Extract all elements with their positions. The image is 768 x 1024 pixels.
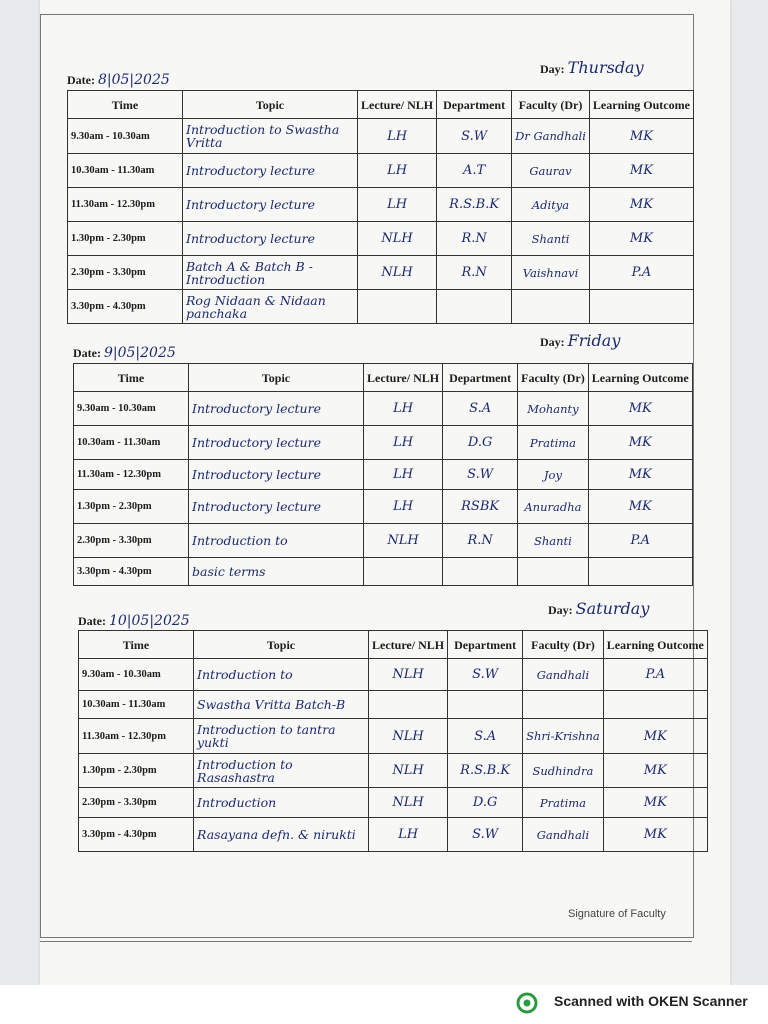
time-cell: 9.30am - 10.30am <box>74 392 189 426</box>
topic-cell: Introductory lecture <box>183 154 358 188</box>
outcome-cell: MK <box>589 154 693 188</box>
time-cell: 1.30pm - 2.30pm <box>79 754 194 788</box>
time-cell: 3.30pm - 4.30pm <box>74 558 189 586</box>
department-cell <box>448 691 523 719</box>
lecture-cell: NLH <box>369 719 448 754</box>
faculty-cell: Mohanty <box>518 392 589 426</box>
topic-cell: Introductory lecture <box>189 392 364 426</box>
topic-cell: Swastha Vritta Batch-B <box>194 691 369 719</box>
department-cell: RSBK <box>443 490 518 524</box>
lecture-cell <box>369 691 448 719</box>
outcome-cell: MK <box>588 426 692 460</box>
header-topic: Topic <box>183 91 358 119</box>
faculty-cell: Anuradha <box>518 490 589 524</box>
oken-scanner-logo-icon <box>516 992 538 1014</box>
outcome-cell: MK <box>588 392 692 426</box>
header-time: Time <box>74 364 189 392</box>
department-cell <box>443 558 518 586</box>
lecture-cell: NLH <box>369 788 448 818</box>
header-time: Time <box>68 91 183 119</box>
outcome-cell <box>603 691 707 719</box>
time-cell: 2.30pm - 3.30pm <box>74 524 189 558</box>
time-cell: 1.30pm - 2.30pm <box>74 490 189 524</box>
header-lecture: Lecture/ NLH <box>369 631 448 659</box>
topic-cell: Introductory lecture <box>189 460 364 490</box>
table-row <box>68 256 694 290</box>
faculty-cell: Pratima <box>523 788 604 818</box>
faculty-cell: Gandhali <box>523 818 604 852</box>
time-cell: 10.30am - 11.30am <box>79 691 194 719</box>
outcome-cell: MK <box>589 119 693 154</box>
date-line <box>78 613 190 629</box>
header-department: Department <box>443 364 518 392</box>
table-row <box>74 524 693 558</box>
header-faculty: Faculty (Dr) <box>518 364 589 392</box>
lecture-cell: NLH <box>364 524 443 558</box>
header-faculty: Faculty (Dr) <box>512 91 590 119</box>
topic-cell: Introduction to Rasashastra <box>194 754 369 788</box>
time-cell: 9.30am - 10.30am <box>68 119 183 154</box>
department-cell: D.G <box>448 788 523 818</box>
page-divider <box>40 941 692 942</box>
scanner-watermark: Scanned with OKEN Scanner <box>554 993 748 1009</box>
faculty-cell <box>523 691 604 719</box>
faculty-cell <box>512 290 590 324</box>
department-cell: R.S.B.K <box>448 754 523 788</box>
lecture-cell: LH <box>364 392 443 426</box>
lecture-cell: LH <box>358 154 437 188</box>
outcome-cell: MK <box>588 460 692 490</box>
table-row <box>79 754 708 788</box>
topic-cell: Batch A & Batch B - Introduction <box>183 256 358 290</box>
faculty-cell: Dr Gandhali <box>512 119 590 154</box>
header-outcome: Learning Outcome <box>603 631 707 659</box>
time-cell: 3.30pm - 4.30pm <box>79 818 194 852</box>
date-label: Date: <box>78 614 106 628</box>
department-cell: S.W <box>437 119 512 154</box>
header-time: Time <box>79 631 194 659</box>
table-row <box>68 154 694 188</box>
header-lecture: Lecture/ NLH <box>364 364 443 392</box>
time-cell: 3.30pm - 4.30pm <box>68 290 183 324</box>
table-row <box>79 659 708 691</box>
time-cell: 1.30pm - 2.30pm <box>68 222 183 256</box>
lecture-cell: NLH <box>369 754 448 788</box>
lecture-cell: LH <box>358 119 437 154</box>
outcome-cell: P.A <box>603 659 707 691</box>
header-topic: Topic <box>194 631 369 659</box>
table-row <box>79 818 708 852</box>
topic-cell: Introductory lecture <box>189 490 364 524</box>
header-department: Department <box>448 631 523 659</box>
faculty-cell: Vaishnavi <box>512 256 590 290</box>
table-row <box>74 392 693 426</box>
department-cell: S.A <box>443 392 518 426</box>
schedule-table <box>67 90 694 324</box>
faculty-cell: Gandhali <box>523 659 604 691</box>
faculty-cell: Sudhindra <box>523 754 604 788</box>
time-cell: 10.30am - 11.30am <box>68 154 183 188</box>
department-cell: D.G <box>443 426 518 460</box>
faculty-cell: Aditya <box>512 188 590 222</box>
department-cell: S.A <box>448 719 523 754</box>
topic-cell: Introduction to <box>194 659 369 691</box>
date-value: 9|05|2025 <box>103 345 176 361</box>
lecture-cell: LH <box>364 460 443 490</box>
time-cell: 11.30am - 12.30pm <box>74 460 189 490</box>
lecture-cell: LH <box>369 818 448 852</box>
faculty-cell: Shanti <box>518 524 589 558</box>
outcome-cell: MK <box>603 754 707 788</box>
outcome-cell: MK <box>588 490 692 524</box>
outcome-cell: MK <box>589 188 693 222</box>
faculty-cell: Gaurav <box>512 154 590 188</box>
department-cell: R.N <box>443 524 518 558</box>
day-value: Friday <box>567 331 621 350</box>
date-label: Date: <box>73 346 101 360</box>
table-row <box>74 426 693 460</box>
topic-cell: Rasayana defn. & nirukti <box>194 818 369 852</box>
signature-label: Signature of Faculty <box>568 908 666 920</box>
department-cell <box>437 290 512 324</box>
lecture-cell <box>364 558 443 586</box>
day-label: Day: <box>540 335 565 349</box>
date-value: 10|05|2025 <box>108 613 190 629</box>
header-lecture: Lecture/ NLH <box>358 91 437 119</box>
faculty-cell: Shanti <box>512 222 590 256</box>
lecture-cell: NLH <box>358 222 437 256</box>
day-line <box>540 58 644 77</box>
header-faculty: Faculty (Dr) <box>523 631 604 659</box>
lecture-cell <box>358 290 437 324</box>
date-value: 8|05|2025 <box>97 72 170 88</box>
department-cell: S.W <box>448 659 523 691</box>
time-cell: 10.30am - 11.30am <box>74 426 189 460</box>
outcome-cell: MK <box>603 818 707 852</box>
faculty-cell: Joy <box>518 460 589 490</box>
department-cell: R.N <box>437 222 512 256</box>
table-row <box>74 490 693 524</box>
outcome-cell: MK <box>603 788 707 818</box>
topic-cell: Introduction to tantra yukti <box>194 719 369 754</box>
schedule-table <box>78 630 708 852</box>
department-cell: A.T <box>437 154 512 188</box>
day-value: Thursday <box>567 58 644 77</box>
header-topic: Topic <box>189 364 364 392</box>
topic-cell: basic terms <box>189 558 364 586</box>
topic-cell: Rog Nidaan & Nidaan panchaka <box>183 290 358 324</box>
header-outcome: Learning Outcome <box>588 364 692 392</box>
department-cell: S.W <box>448 818 523 852</box>
lecture-cell: NLH <box>369 659 448 691</box>
topic-cell: Introductory lecture <box>189 426 364 460</box>
topic-cell: Introduction to Swastha Vritta <box>183 119 358 154</box>
table-row <box>79 719 708 754</box>
department-cell: R.S.B.K <box>437 188 512 222</box>
day-label: Day: <box>540 62 565 76</box>
table-row <box>68 222 694 256</box>
time-cell: 9.30am - 10.30am <box>79 659 194 691</box>
outcome-cell: MK <box>589 222 693 256</box>
table-row <box>68 188 694 222</box>
department-cell: R.N <box>437 256 512 290</box>
time-cell: 2.30pm - 3.30pm <box>68 256 183 290</box>
faculty-cell: Shri-Krishna <box>523 719 604 754</box>
topic-cell: Introductory lecture <box>183 222 358 256</box>
faculty-cell: Pratima <box>518 426 589 460</box>
lecture-cell: LH <box>364 426 443 460</box>
table-row <box>74 460 693 490</box>
outcome-cell: P.A <box>588 524 692 558</box>
topic-cell: Introductory lecture <box>183 188 358 222</box>
date-label: Date: <box>67 73 95 87</box>
table-row <box>68 119 694 154</box>
day-line <box>548 599 649 618</box>
date-line <box>67 72 170 88</box>
department-cell: S.W <box>443 460 518 490</box>
day-value: Saturday <box>575 599 650 618</box>
lecture-cell: NLH <box>358 256 437 290</box>
outcome-cell <box>589 290 693 324</box>
date-line <box>73 345 176 361</box>
table-row <box>68 290 694 324</box>
lecture-cell: LH <box>358 188 437 222</box>
header-department: Department <box>437 91 512 119</box>
table-row <box>79 788 708 818</box>
time-cell: 2.30pm - 3.30pm <box>79 788 194 818</box>
outcome-cell <box>588 558 692 586</box>
time-cell: 11.30am - 12.30pm <box>68 188 183 222</box>
header-outcome: Learning Outcome <box>589 91 693 119</box>
day-label: Day: <box>548 603 573 617</box>
time-cell: 11.30am - 12.30pm <box>79 719 194 754</box>
schedule-table <box>73 363 693 586</box>
topic-cell: Introduction <box>194 788 369 818</box>
day-line <box>540 331 620 350</box>
faculty-cell <box>518 558 589 586</box>
table-row <box>79 691 708 719</box>
outcome-cell: MK <box>603 719 707 754</box>
outcome-cell: P.A <box>589 256 693 290</box>
topic-cell: Introduction to <box>189 524 364 558</box>
table-row <box>74 558 693 586</box>
lecture-cell: LH <box>364 490 443 524</box>
